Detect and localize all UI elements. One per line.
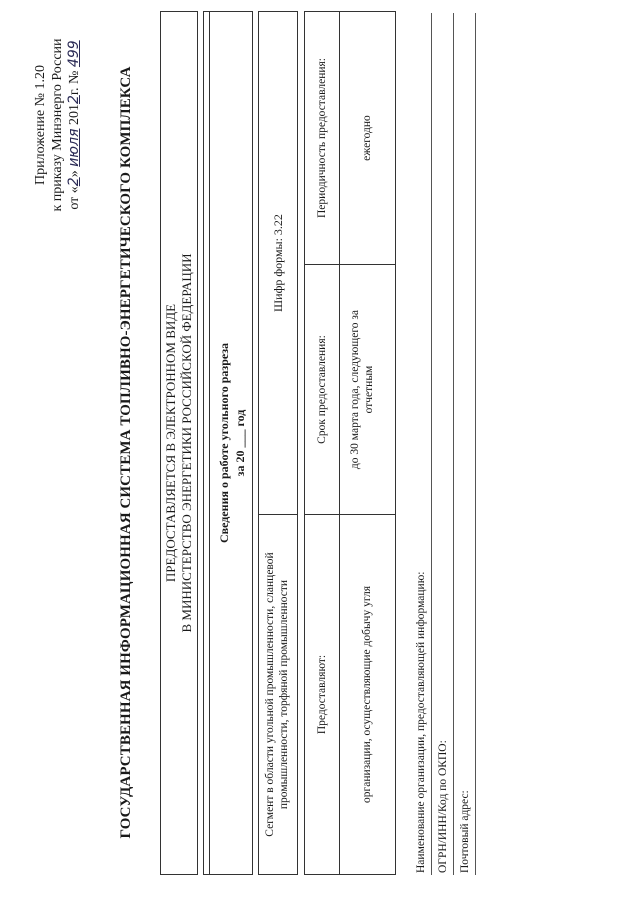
date-year-digit: 2 [66,95,82,105]
date-prefix: от « [67,186,82,210]
date-sep-3: г. № [67,67,82,96]
header-deadline: Срок предоставления: [305,264,339,514]
field-organization-name[interactable] [410,13,432,875]
cell-submitters: организации, осуществляющие добычу угля [340,514,395,874]
submission-line-1: ПРЕДОСТАВЛЯЕТСЯ В ЭЛЕКТРОННОМ ВИДЕ [163,303,178,583]
cell-periodicity: ежегодно [361,115,373,161]
field-postal-address[interactable] [454,13,476,875]
field-label-address: Почтовый адрес: [459,790,471,873]
header-periodicity: Периодичность предоставления: [316,58,328,218]
segment-description [259,514,297,874]
segment-box [258,11,298,875]
segment-line-2: промышленности, торфяной промышленности [278,579,290,810]
report-box [203,11,253,875]
report-title: Сведения о работе угольного разреза [217,342,231,544]
report-period: за 20 ___ год [233,409,247,477]
appendix-date [66,0,83,250]
page-title: ГОСУДАРСТВЕННАЯ ИНФОРМАЦИОННАЯ СИСТЕМА ТОПЛИВНО-ЭНЕРГЕТИЧЕСКОГО КОМПЛЕКСА [118,66,134,839]
cell-deadline: до 30 марта года, следующего за отчетным [340,264,395,514]
segment-line-1: Сегмент в области угольной промышленности, сланцевой [264,552,276,837]
date-sep-1: » [67,166,82,178]
order-number: 499 [66,40,82,68]
field-label-ogrn: ОГРН/ИНН/Код по ОКПО: [437,740,449,873]
submission-line-2: В МИНИСТЕРСТВО ЭНЕРГЕТИКИ РОССИЙСКОЙ ФЕДЕРАЦИИ [179,253,194,633]
form-code: Шифр формы: 3.22 [271,214,285,312]
appendix-order: к приказу Минэнерго России [50,38,65,212]
submission-box [160,11,198,875]
appendix-block [32,0,83,250]
field-label-organization: Наименование организации, предоставляющей информацию: [415,571,427,873]
appendix-number: Приложение № 1.20 [33,65,48,185]
report-box-divider [209,12,210,874]
field-ogrn-inn-okpo[interactable] [432,13,454,875]
header-submitters: Предоставляют: [305,514,339,874]
organization-fields [410,13,476,875]
date-sep-2: 201 [67,104,82,129]
date-day: 2 [66,177,82,187]
info-table [304,11,396,875]
date-month: июля [66,128,82,167]
